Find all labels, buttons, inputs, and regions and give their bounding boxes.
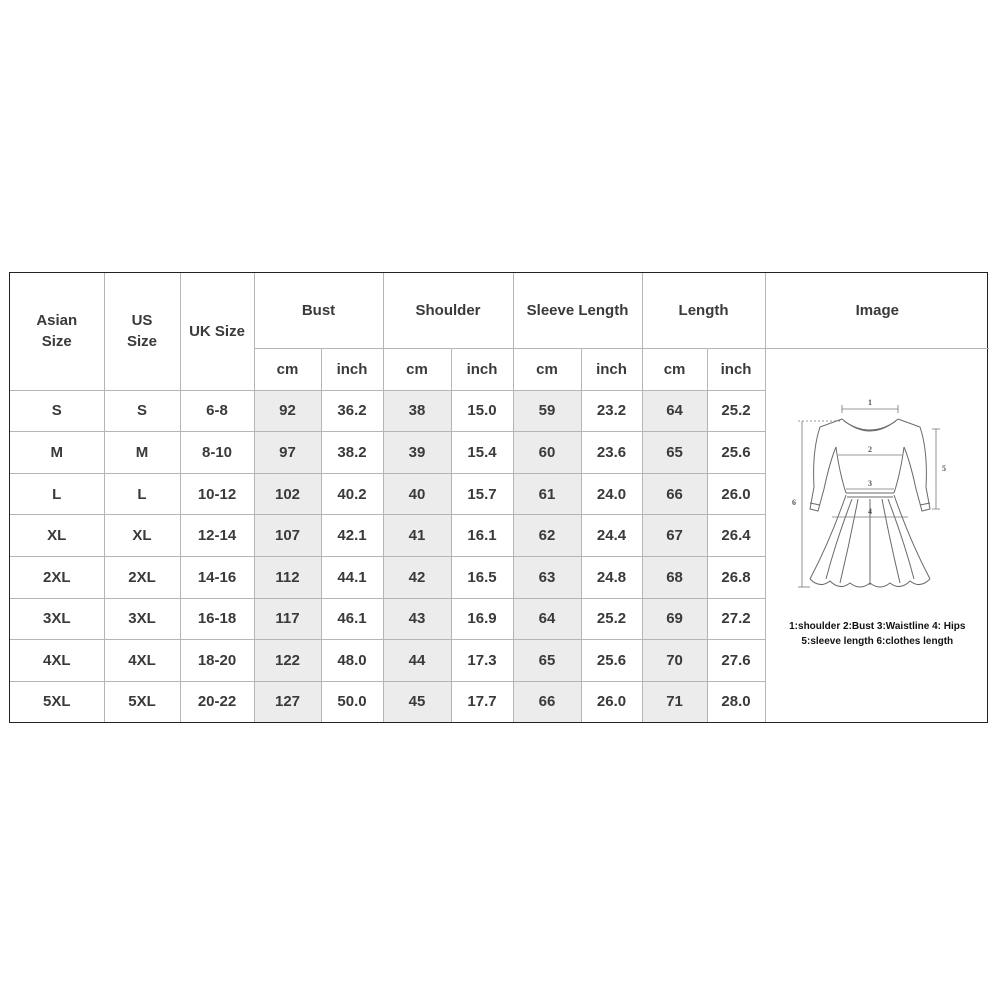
sleeve-cm-cell: 61 (513, 473, 581, 515)
shoulder-inch-cell: 17.3 (451, 640, 513, 682)
unit-inch: inch (707, 348, 765, 390)
length-cm-cell: 67 (642, 515, 707, 557)
shoulder-inch-cell: 17.7 (451, 681, 513, 722)
unit-cm: cm (642, 348, 707, 390)
sleeve-inch-cell: 23.6 (581, 432, 642, 474)
bust-inch-cell: 42.1 (321, 515, 383, 557)
bust-cm-cell: 102 (254, 473, 321, 515)
length-inch-cell: 26.4 (707, 515, 765, 557)
bust-cm-cell: 92 (254, 390, 321, 432)
bust-inch-cell: 50.0 (321, 681, 383, 722)
length-inch-cell: 28.0 (707, 681, 765, 722)
us-size-cell: M (104, 432, 180, 474)
length-cm-cell: 71 (642, 681, 707, 722)
diagram-number-3: 3 (867, 478, 872, 488)
bust-inch-cell: 46.1 (321, 598, 383, 640)
sleeve-cm-cell: 60 (513, 432, 581, 474)
asian-size-cell: 2XL (10, 556, 104, 598)
shoulder-cm-cell: 39 (383, 432, 451, 474)
sleeve-inch-cell: 23.2 (581, 390, 642, 432)
unit-inch: inch (451, 348, 513, 390)
length-cm-cell: 65 (642, 432, 707, 474)
us-size-cell: 5XL (104, 681, 180, 722)
diagram-legend-line-2: 5:sleeve length 6:clothes length (801, 635, 954, 647)
unit-cm: cm (383, 348, 451, 390)
header-sleeve-length: Sleeve Length (513, 273, 642, 348)
uk-size-cell: 8-10 (180, 432, 254, 474)
bust-inch-cell: 36.2 (321, 390, 383, 432)
length-cm-cell: 69 (642, 598, 707, 640)
shoulder-cm-cell: 45 (383, 681, 451, 722)
unit-inch: inch (321, 348, 383, 390)
shoulder-cm-cell: 42 (383, 556, 451, 598)
bust-inch-cell: 40.2 (321, 473, 383, 515)
asian-size-cell: 5XL (10, 681, 104, 722)
shoulder-inch-cell: 16.9 (451, 598, 513, 640)
diagram-number-4: 4 (867, 506, 872, 516)
unit-cm: cm (513, 348, 581, 390)
bust-cm-cell: 112 (254, 556, 321, 598)
shoulder-inch-cell: 16.1 (451, 515, 513, 557)
asian-size-cell: XL (10, 515, 104, 557)
header-uk-size: UK Size (180, 273, 254, 390)
sleeve-inch-cell: 25.6 (581, 640, 642, 682)
sleeve-inch-cell: 25.2 (581, 598, 642, 640)
uk-size-cell: 10-12 (180, 473, 254, 515)
length-inch-cell: 25.6 (707, 432, 765, 474)
diagram-legend (766, 619, 990, 649)
bust-cm-cell: 97 (254, 432, 321, 474)
shoulder-cm-cell: 43 (383, 598, 451, 640)
length-cm-cell: 70 (642, 640, 707, 682)
header-row (10, 273, 989, 348)
length-inch-cell: 26.0 (707, 473, 765, 515)
bust-inch-cell: 48.0 (321, 640, 383, 682)
unit-cm: cm (254, 348, 321, 390)
us-size-cell: L (104, 473, 180, 515)
bust-cm-cell: 122 (254, 640, 321, 682)
length-cm-cell: 66 (642, 473, 707, 515)
uk-size-cell: 12-14 (180, 515, 254, 557)
sleeve-cm-cell: 63 (513, 556, 581, 598)
sleeve-cm-cell: 66 (513, 681, 581, 722)
header-shoulder: Shoulder (383, 273, 513, 348)
asian-size-cell: 4XL (10, 640, 104, 682)
shoulder-cm-cell: 44 (383, 640, 451, 682)
sleeve-inch-cell: 24.4 (581, 515, 642, 557)
unit-inch: inch (581, 348, 642, 390)
us-size-cell: XL (104, 515, 180, 557)
length-cm-cell: 64 (642, 390, 707, 432)
asian-size-cell: M (10, 432, 104, 474)
bust-cm-cell: 117 (254, 598, 321, 640)
sleeve-cm-cell: 59 (513, 390, 581, 432)
diagram-number-5: 5 (941, 463, 946, 473)
bust-inch-cell: 38.2 (321, 432, 383, 474)
diagram-number-1: 1 (867, 397, 872, 407)
sleeve-inch-cell: 24.8 (581, 556, 642, 598)
length-inch-cell: 26.8 (707, 556, 765, 598)
us-size-cell: 3XL (104, 598, 180, 640)
diagram-number-2: 2 (867, 444, 872, 454)
size-table (10, 273, 989, 722)
sleeve-inch-cell: 24.0 (581, 473, 642, 515)
sleeve-cm-cell: 65 (513, 640, 581, 682)
dress-diagram (780, 391, 960, 621)
table-row (10, 681, 989, 722)
length-cm-cell: 68 (642, 556, 707, 598)
asian-size-cell: L (10, 473, 104, 515)
shoulder-cm-cell: 40 (383, 473, 451, 515)
length-inch-cell: 25.2 (707, 390, 765, 432)
bust-cm-cell: 107 (254, 515, 321, 557)
us-size-cell: S (104, 390, 180, 432)
header-length: Length (642, 273, 765, 348)
shoulder-cm-cell: 38 (383, 390, 451, 432)
sleeve-inch-cell: 26.0 (581, 681, 642, 722)
diagram-number-6: 6 (791, 497, 796, 507)
measurement-diagram-cell (765, 348, 989, 647)
uk-size-cell: 16-18 (180, 598, 254, 640)
us-size-cell: 2XL (104, 556, 180, 598)
size-chart (9, 272, 988, 723)
shoulder-inch-cell: 16.5 (451, 556, 513, 598)
bust-inch-cell: 44.1 (321, 556, 383, 598)
sleeve-cm-cell: 62 (513, 515, 581, 557)
shoulder-inch-cell: 15.7 (451, 473, 513, 515)
uk-size-cell: 20-22 (180, 681, 254, 722)
uk-size-cell: 14-16 (180, 556, 254, 598)
length-inch-cell: 27.2 (707, 598, 765, 640)
asian-size-cell: 3XL (10, 598, 104, 640)
header-asian-size: Asian Size (10, 273, 104, 390)
header-image: Image (765, 273, 989, 348)
shoulder-inch-cell: 15.4 (451, 432, 513, 474)
sleeve-cm-cell: 64 (513, 598, 581, 640)
uk-size-cell: 6-8 (180, 390, 254, 432)
bust-cm-cell: 127 (254, 681, 321, 722)
asian-size-cell: S (10, 390, 104, 432)
shoulder-inch-cell: 15.0 (451, 390, 513, 432)
us-size-cell: 4XL (104, 640, 180, 682)
header-us-size: US Size (104, 273, 180, 390)
uk-size-cell: 18-20 (180, 640, 254, 682)
diagram-legend-line-1: 1:shoulder 2:Bust 3:Waistline 4: Hips (789, 620, 966, 632)
shoulder-cm-cell: 41 (383, 515, 451, 557)
header-bust: Bust (254, 273, 383, 348)
length-inch-cell: 27.6 (707, 640, 765, 682)
